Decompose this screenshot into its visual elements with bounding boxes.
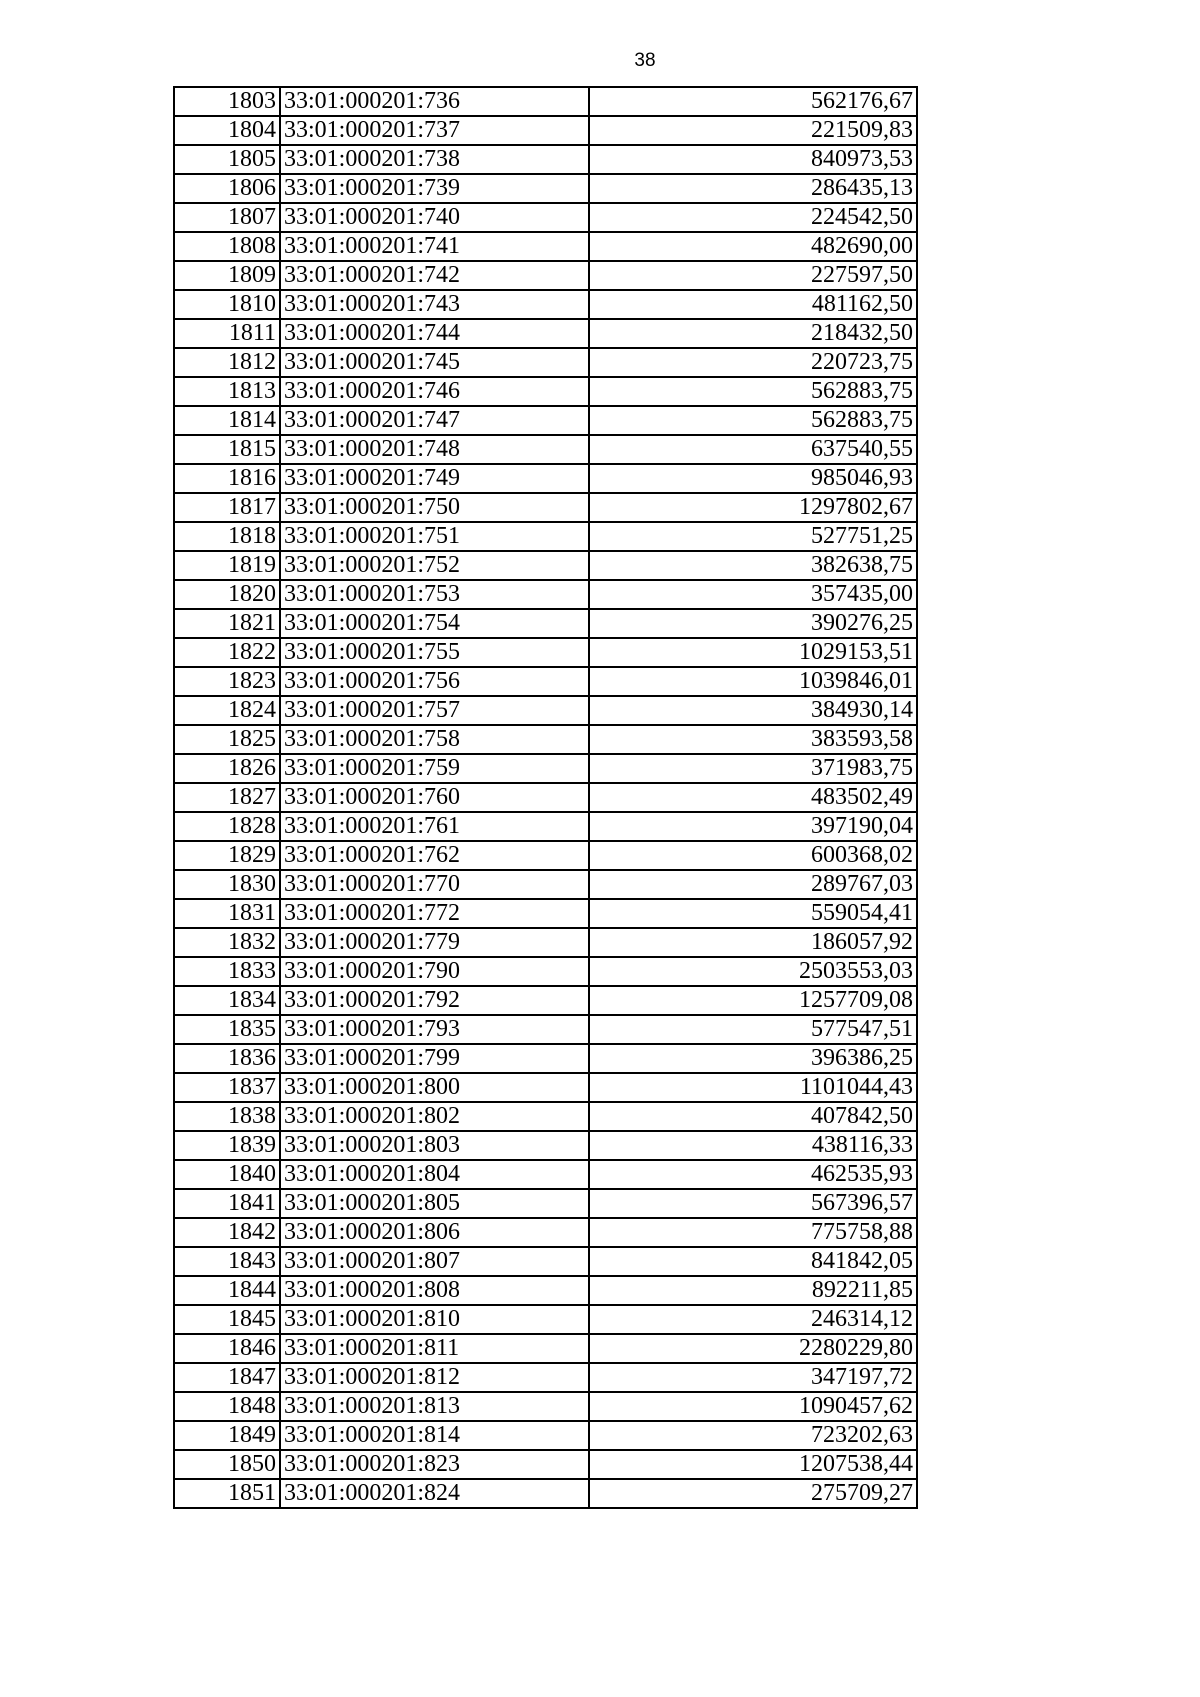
table-row <box>174 899 917 928</box>
table-row <box>174 1363 917 1392</box>
row-number-cell: 1851 <box>174 1479 280 1508</box>
cadastral-value-cell: 985046,93 <box>589 464 917 493</box>
cadastral-value-cell: 1297802,67 <box>589 493 917 522</box>
cadastral-value-cell: 2280229,80 <box>589 1334 917 1363</box>
cadastral-value-cell: 562176,67 <box>589 87 917 116</box>
cadastral-value-cell: 1257709,08 <box>589 986 917 1015</box>
page-number: 38 <box>634 50 656 71</box>
row-number-cell: 1806 <box>174 174 280 203</box>
row-number-cell: 1840 <box>174 1160 280 1189</box>
row-number-cell: 1830 <box>174 870 280 899</box>
table-row <box>174 1131 917 1160</box>
row-number-cell: 1841 <box>174 1189 280 1218</box>
cadastral-number-cell: 33:01:000201:811 <box>280 1334 589 1363</box>
cadastral-number-cell: 33:01:000201:823 <box>280 1450 589 1479</box>
table-row <box>174 957 917 986</box>
row-number-cell: 1823 <box>174 667 280 696</box>
cadastral-number-cell: 33:01:000201:803 <box>280 1131 589 1160</box>
table-row <box>174 232 917 261</box>
cadastral-value-cell: 1207538,44 <box>589 1450 917 1479</box>
cadastral-value-cell: 481162,50 <box>589 290 917 319</box>
cadastral-number-cell: 33:01:000201:790 <box>280 957 589 986</box>
table-row <box>174 783 917 812</box>
row-number-cell: 1826 <box>174 754 280 783</box>
table-row <box>174 1160 917 1189</box>
table-body <box>174 87 917 1508</box>
table-row <box>174 464 917 493</box>
table-row <box>174 1479 917 1508</box>
table-row <box>174 1073 917 1102</box>
table-row <box>174 986 917 1015</box>
cadastral-number-cell: 33:01:000201:759 <box>280 754 589 783</box>
cadastral-value-table <box>173 86 918 1509</box>
table-row <box>174 725 917 754</box>
row-number-cell: 1831 <box>174 899 280 928</box>
table-row <box>174 1102 917 1131</box>
cadastral-number-cell: 33:01:000201:740 <box>280 203 589 232</box>
cadastral-value-cell: 246314,12 <box>589 1305 917 1334</box>
cadastral-number-cell: 33:01:000201:737 <box>280 116 589 145</box>
table-row <box>174 261 917 290</box>
cadastral-number-cell: 33:01:000201:802 <box>280 1102 589 1131</box>
cadastral-value-cell: 384930,14 <box>589 696 917 725</box>
row-number-cell: 1846 <box>174 1334 280 1363</box>
table-row <box>174 609 917 638</box>
cadastral-number-cell: 33:01:000201:806 <box>280 1218 589 1247</box>
cadastral-value-cell: 371983,75 <box>589 754 917 783</box>
cadastral-number-cell: 33:01:000201:741 <box>280 232 589 261</box>
row-number-cell: 1827 <box>174 783 280 812</box>
cadastral-value-cell: 637540,55 <box>589 435 917 464</box>
row-number-cell: 1835 <box>174 1015 280 1044</box>
row-number-cell: 1838 <box>174 1102 280 1131</box>
cadastral-value-cell: 562883,75 <box>589 406 917 435</box>
row-number-cell: 1848 <box>174 1392 280 1421</box>
cadastral-number-cell: 33:01:000201:743 <box>280 290 589 319</box>
cadastral-number-cell: 33:01:000201:739 <box>280 174 589 203</box>
row-number-cell: 1829 <box>174 841 280 870</box>
row-number-cell: 1804 <box>174 116 280 145</box>
cadastral-value-cell: 382638,75 <box>589 551 917 580</box>
row-number-cell: 1822 <box>174 638 280 667</box>
cadastral-value-cell: 482690,00 <box>589 232 917 261</box>
row-number-cell: 1825 <box>174 725 280 754</box>
cadastral-number-cell: 33:01:000201:752 <box>280 551 589 580</box>
cadastral-number-cell: 33:01:000201:754 <box>280 609 589 638</box>
table-row <box>174 696 917 725</box>
cadastral-number-cell: 33:01:000201:770 <box>280 870 589 899</box>
cadastral-value-cell: 577547,51 <box>589 1015 917 1044</box>
table-row <box>174 1450 917 1479</box>
cadastral-value-cell: 2503553,03 <box>589 957 917 986</box>
cadastral-value-cell: 396386,25 <box>589 1044 917 1073</box>
cadastral-number-cell: 33:01:000201:810 <box>280 1305 589 1334</box>
table-row <box>174 1044 917 1073</box>
row-number-cell: 1811 <box>174 319 280 348</box>
row-number-cell: 1847 <box>174 1363 280 1392</box>
row-number-cell: 1832 <box>174 928 280 957</box>
cadastral-value-cell: 407842,50 <box>589 1102 917 1131</box>
row-number-cell: 1808 <box>174 232 280 261</box>
cadastral-value-cell: 775758,88 <box>589 1218 917 1247</box>
cadastral-value-cell: 567396,57 <box>589 1189 917 1218</box>
row-number-cell: 1812 <box>174 348 280 377</box>
table-row <box>174 1015 917 1044</box>
cadastral-number-cell: 33:01:000201:753 <box>280 580 589 609</box>
cadastral-number-cell: 33:01:000201:760 <box>280 783 589 812</box>
row-number-cell: 1810 <box>174 290 280 319</box>
row-number-cell: 1850 <box>174 1450 280 1479</box>
cadastral-value-cell: 559054,41 <box>589 899 917 928</box>
cadastral-number-cell: 33:01:000201:824 <box>280 1479 589 1508</box>
cadastral-number-cell: 33:01:000201:800 <box>280 1073 589 1102</box>
cadastral-number-cell: 33:01:000201:813 <box>280 1392 589 1421</box>
table-row <box>174 1247 917 1276</box>
cadastral-number-cell: 33:01:000201:779 <box>280 928 589 957</box>
table-row <box>174 1189 917 1218</box>
table-row <box>174 87 917 116</box>
cadastral-number-cell: 33:01:000201:736 <box>280 87 589 116</box>
cadastral-value-cell: 221509,83 <box>589 116 917 145</box>
row-number-cell: 1809 <box>174 261 280 290</box>
table-row <box>174 580 917 609</box>
table-row <box>174 493 917 522</box>
table-row <box>174 377 917 406</box>
table-row <box>174 203 917 232</box>
row-number-cell: 1803 <box>174 87 280 116</box>
table-row <box>174 348 917 377</box>
table-row <box>174 145 917 174</box>
cadastral-number-cell: 33:01:000201:772 <box>280 899 589 928</box>
cadastral-number-cell: 33:01:000201:758 <box>280 725 589 754</box>
cadastral-number-cell: 33:01:000201:762 <box>280 841 589 870</box>
cadastral-value-cell: 347197,72 <box>589 1363 917 1392</box>
row-number-cell: 1813 <box>174 377 280 406</box>
table-row <box>174 1276 917 1305</box>
row-number-cell: 1842 <box>174 1218 280 1247</box>
row-number-cell: 1839 <box>174 1131 280 1160</box>
cadastral-number-cell: 33:01:000201:808 <box>280 1276 589 1305</box>
table-row <box>174 435 917 464</box>
cadastral-value-cell: 841842,05 <box>589 1247 917 1276</box>
row-number-cell: 1824 <box>174 696 280 725</box>
table-row <box>174 116 917 145</box>
table-row <box>174 754 917 783</box>
row-number-cell: 1816 <box>174 464 280 493</box>
cadastral-value-cell: 218432,50 <box>589 319 917 348</box>
cadastral-number-cell: 33:01:000201:745 <box>280 348 589 377</box>
cadastral-value-cell: 1039846,01 <box>589 667 917 696</box>
table-row <box>174 1305 917 1334</box>
table-row <box>174 841 917 870</box>
table-row <box>174 1421 917 1450</box>
table-row <box>174 928 917 957</box>
cadastral-value-cell: 224542,50 <box>589 203 917 232</box>
cadastral-number-cell: 33:01:000201:793 <box>280 1015 589 1044</box>
cadastral-number-cell: 33:01:000201:804 <box>280 1160 589 1189</box>
cadastral-value-cell: 483502,49 <box>589 783 917 812</box>
cadastral-value-cell: 390276,25 <box>589 609 917 638</box>
cadastral-value-cell: 383593,58 <box>589 725 917 754</box>
table-row <box>174 551 917 580</box>
cadastral-value-cell: 220723,75 <box>589 348 917 377</box>
table-row <box>174 1392 917 1421</box>
table-row <box>174 1218 917 1247</box>
row-number-cell: 1843 <box>174 1247 280 1276</box>
cadastral-number-cell: 33:01:000201:807 <box>280 1247 589 1276</box>
cadastral-value-cell: 1101044,43 <box>589 1073 917 1102</box>
cadastral-number-cell: 33:01:000201:755 <box>280 638 589 667</box>
cadastral-value-cell: 275709,27 <box>589 1479 917 1508</box>
cadastral-value-cell: 227597,50 <box>589 261 917 290</box>
cadastral-number-cell: 33:01:000201:792 <box>280 986 589 1015</box>
row-number-cell: 1818 <box>174 522 280 551</box>
row-number-cell: 1817 <box>174 493 280 522</box>
cadastral-number-cell: 33:01:000201:799 <box>280 1044 589 1073</box>
cadastral-value-cell: 462535,93 <box>589 1160 917 1189</box>
cadastral-number-cell: 33:01:000201:742 <box>280 261 589 290</box>
cadastral-number-cell: 33:01:000201:814 <box>280 1421 589 1450</box>
cadastral-value-cell: 892211,85 <box>589 1276 917 1305</box>
table-row <box>174 290 917 319</box>
cadastral-value-cell: 1029153,51 <box>589 638 917 667</box>
row-number-cell: 1833 <box>174 957 280 986</box>
table-row <box>174 812 917 841</box>
cadastral-number-cell: 33:01:000201:738 <box>280 145 589 174</box>
cadastral-value-cell: 600368,02 <box>589 841 917 870</box>
cadastral-number-cell: 33:01:000201:757 <box>280 696 589 725</box>
table-row <box>174 174 917 203</box>
table-row <box>174 406 917 435</box>
row-number-cell: 1807 <box>174 203 280 232</box>
row-number-cell: 1805 <box>174 145 280 174</box>
cadastral-number-cell: 33:01:000201:748 <box>280 435 589 464</box>
cadastral-number-cell: 33:01:000201:761 <box>280 812 589 841</box>
table-row <box>174 667 917 696</box>
row-number-cell: 1815 <box>174 435 280 464</box>
row-number-cell: 1821 <box>174 609 280 638</box>
row-number-cell: 1844 <box>174 1276 280 1305</box>
cadastral-value-cell: 1090457,62 <box>589 1392 917 1421</box>
table-row <box>174 638 917 667</box>
cadastral-value-cell: 357435,00 <box>589 580 917 609</box>
cadastral-value-cell: 840973,53 <box>589 145 917 174</box>
table-row <box>174 1334 917 1363</box>
row-number-cell: 1814 <box>174 406 280 435</box>
cadastral-value-cell: 289767,03 <box>589 870 917 899</box>
cadastral-number-cell: 33:01:000201:812 <box>280 1363 589 1392</box>
cadastral-number-cell: 33:01:000201:805 <box>280 1189 589 1218</box>
cadastral-value-cell: 527751,25 <box>589 522 917 551</box>
row-number-cell: 1819 <box>174 551 280 580</box>
cadastral-number-cell: 33:01:000201:744 <box>280 319 589 348</box>
row-number-cell: 1820 <box>174 580 280 609</box>
row-number-cell: 1849 <box>174 1421 280 1450</box>
cadastral-value-cell: 397190,04 <box>589 812 917 841</box>
cadastral-value-cell: 286435,13 <box>589 174 917 203</box>
cadastral-number-cell: 33:01:000201:751 <box>280 522 589 551</box>
row-number-cell: 1834 <box>174 986 280 1015</box>
row-number-cell: 1837 <box>174 1073 280 1102</box>
table-row <box>174 522 917 551</box>
row-number-cell: 1828 <box>174 812 280 841</box>
cadastral-value-cell: 723202,63 <box>589 1421 917 1450</box>
cadastral-value-cell: 438116,33 <box>589 1131 917 1160</box>
cadastral-value-cell: 562883,75 <box>589 377 917 406</box>
table-row <box>174 319 917 348</box>
cadastral-number-cell: 33:01:000201:747 <box>280 406 589 435</box>
cadastral-number-cell: 33:01:000201:749 <box>280 464 589 493</box>
cadastral-value-cell: 186057,92 <box>589 928 917 957</box>
cadastral-number-cell: 33:01:000201:750 <box>280 493 589 522</box>
cadastral-number-cell: 33:01:000201:756 <box>280 667 589 696</box>
cadastral-number-cell: 33:01:000201:746 <box>280 377 589 406</box>
table-row <box>174 870 917 899</box>
row-number-cell: 1845 <box>174 1305 280 1334</box>
row-number-cell: 1836 <box>174 1044 280 1073</box>
